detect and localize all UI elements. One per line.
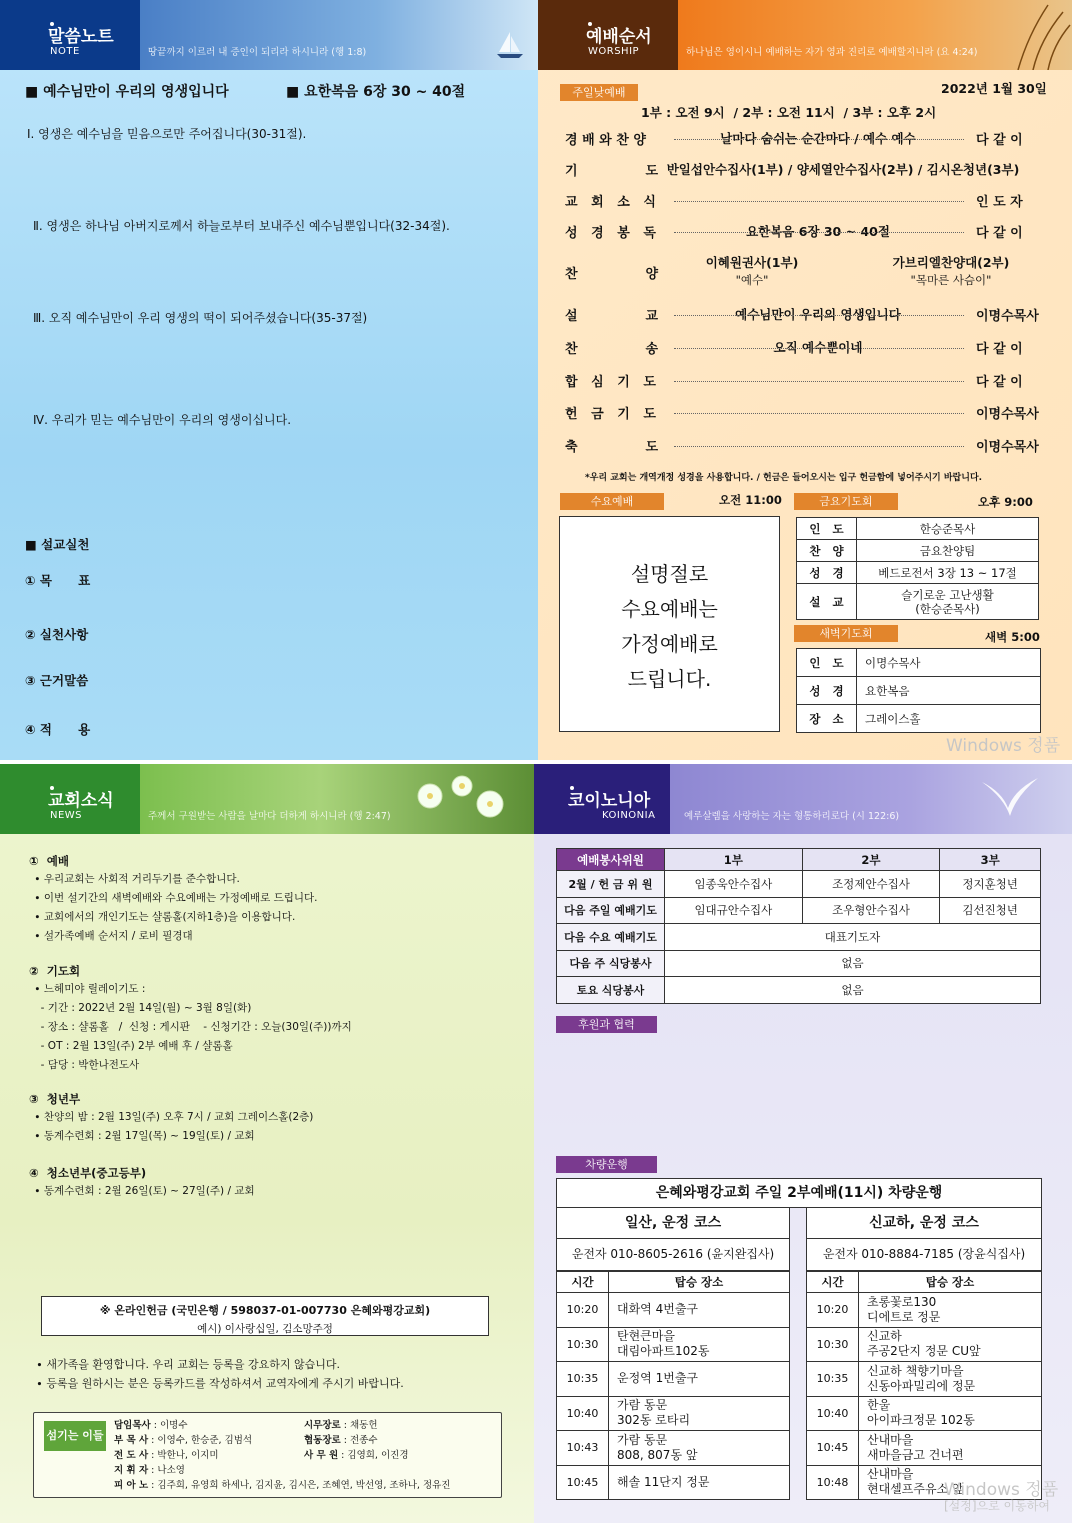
route-table	[806, 1271, 1042, 1500]
table-cell: 없음	[665, 950, 1041, 977]
table-cell: 조정제안수집사	[802, 871, 940, 898]
order-content: 날마다 숨쉬는 순간마다 / 예수 예수	[720, 131, 916, 146]
online-offering-box	[41, 1296, 489, 1336]
word-note-verse: 땅끝까지 이르러 내 증인이 되리라 하시니라 (행 1:8)	[148, 47, 367, 58]
row-value: 그레이스홀	[857, 705, 1041, 733]
route-time: 10:35	[557, 1362, 609, 1397]
order-leader-dots	[674, 201, 964, 202]
order-leader: 다 같 이	[976, 342, 1023, 357]
route-place: 초롱꽃로130 디에트로 정문	[859, 1293, 1042, 1328]
driver-info: 운전자 010-8884-7185 (장윤식집사)	[806, 1239, 1042, 1271]
row-label: 장 소	[797, 705, 857, 733]
staff-role: 전 도 사	[114, 1450, 149, 1461]
order-item: 교 회 소 식	[565, 195, 656, 210]
wednesday-time: 오전 11:00	[719, 493, 782, 507]
welcome-line: ∙ 새가족을 환영합니다. 우리 교회는 등록을 강요하지 않습니다.	[36, 1358, 341, 1371]
staff-sep: :	[148, 1465, 158, 1476]
word-note-title: 말씀노트	[48, 27, 114, 47]
order-content: 예수님만이 우리의 영생입니다	[735, 307, 901, 322]
table-row	[797, 677, 1041, 705]
news-line: - 기간 : 2022년 2월 14일(월) ~ 3월 8일(화)	[34, 1002, 252, 1014]
staff-sep: :	[340, 1435, 350, 1446]
staff-row	[114, 1432, 252, 1446]
table-header-row	[557, 1272, 790, 1293]
order-leader: 다 같 이	[976, 375, 1023, 390]
worship-panel	[538, 0, 1072, 760]
order-leader: 이명수목사	[976, 440, 1039, 455]
practice-item: ② 실천사항	[25, 627, 89, 642]
table-cell: 다음 수요 예배기도	[557, 924, 665, 951]
news-line: - 담당 : 박한나전도사	[34, 1059, 140, 1071]
order-item: 찬 양	[565, 267, 659, 282]
route-time: 10:20	[807, 1293, 859, 1328]
table-header-cell: 시간	[557, 1272, 609, 1293]
activation-watermark-sub: [설정]으로 이동하여	[944, 1499, 1050, 1513]
order-leader-dots	[674, 413, 964, 414]
news-section-title: ④ 청소년부(중고등부)	[29, 1166, 147, 1180]
table-row	[807, 1327, 1042, 1362]
route-time: 10:30	[557, 1327, 609, 1362]
table-row	[807, 1396, 1042, 1431]
choir-second-song: "목마른 사슴이"	[910, 273, 992, 287]
route-place: 가람 동문 808, 807동 앞	[609, 1431, 790, 1466]
staff-names: 이영수, 한승준, 김범석	[157, 1435, 253, 1446]
table-row	[557, 1465, 790, 1500]
row-value: 슬기로운 고난생활 (한승준목사)	[857, 584, 1039, 620]
vehicle-course-right	[806, 1207, 1042, 1500]
koinonia-title: 코이노니아	[568, 791, 651, 811]
activation-watermark: Windows 정품	[946, 736, 1061, 756]
row-value: 베드로전서 3장 13 ~ 17절	[857, 562, 1039, 584]
table-cell: 없음	[665, 977, 1041, 1004]
staff-names: 박한나, 이지미	[157, 1450, 219, 1461]
news-verse: 주께서 구원받는 사람을 날마다 더하게 하시니라 (행 2:47)	[148, 811, 391, 822]
welcome-line: ∙ 등록을 원하시는 분은 등록카드를 작성하셔서 교역자에게 주시기 바랍니다.	[36, 1377, 404, 1390]
sermon-title: ■ 예수님만이 우리의 영생입니다	[25, 84, 229, 100]
news-subtitle: NEWS	[50, 810, 83, 821]
choir-second: 가브리엘찬양대(2부)	[892, 255, 1010, 270]
route-place: 산내마을 현대셀프주유소 앞	[859, 1465, 1042, 1500]
table-row	[807, 1431, 1042, 1466]
worship-verse: 하나님은 영이시니 예배하는 자가 영과 진리로 예배할지니라 (요 4:24)	[686, 47, 978, 58]
choir-first: 이혜원권사(1부)	[705, 255, 799, 270]
order-content: 반일섭안수집사(1부) / 양세열안수집사(2부) / 김시온청년(3부)	[666, 162, 1020, 177]
friday-table	[796, 517, 1039, 620]
driver-info: 운전자 010-8605-2616 (윤지완집사)	[556, 1239, 790, 1271]
news-line: - OT : 2월 13일(주) 2부 예배 후 / 샬롬홀	[34, 1040, 233, 1052]
news-line: ∙ 이번 설기간의 새벽예배와 수요예배는 가정예배로 드립니다.	[34, 892, 318, 904]
row-value: 한승준목사	[857, 518, 1039, 540]
staff-role: 부 목 사	[114, 1435, 149, 1446]
wednesday-message: 설명절로	[630, 562, 709, 586]
news-section-title: ① 예배	[29, 854, 69, 868]
news-title: 교회소식	[48, 791, 114, 811]
order-leader-dots	[674, 381, 964, 382]
practice-item: ③ 근거말씀	[25, 673, 89, 688]
route-place: 한울 아이파크정문 102동	[859, 1396, 1042, 1431]
news-panel	[0, 764, 534, 1523]
staff-names: 김주희, 유영희 하세나, 김지윤, 김시은, 조혜연, 박선영, 조하나, 정유진	[157, 1480, 451, 1491]
route-time: 10:43	[557, 1431, 609, 1466]
news-section-title: ② 기도회	[29, 964, 81, 978]
route-time: 10:40	[557, 1396, 609, 1431]
order-item: 축 도	[565, 440, 659, 455]
staff-role: 담임목사	[114, 1420, 151, 1431]
practice-item: ④ 적 용	[25, 722, 91, 737]
table-cell: 정지훈청년	[940, 871, 1041, 898]
flower-icon	[400, 768, 520, 832]
table-cell: 토요 식당봉사	[557, 977, 665, 1004]
service-committee-table	[556, 848, 1041, 1004]
table-header-cell: 1부	[665, 849, 803, 871]
vehicle-title: 은혜와평강교회 주일 2부예배(11시) 차량운행	[556, 1178, 1042, 1208]
route-place: 산내마을 새마을금고 건너편	[859, 1431, 1042, 1466]
staff-sep: :	[338, 1450, 348, 1461]
order-item: 성 경 봉 독	[565, 226, 656, 241]
worship-title: 예배순서	[586, 27, 652, 47]
dawn-time: 새벽 5:00	[985, 630, 1040, 644]
sermon-scripture: ■ 요한복음 6장 30 ~ 40절	[286, 84, 466, 100]
route-place: 신교하 책향기마을 신동아파밀리에 정문	[859, 1362, 1042, 1397]
route-place: 운정역 1번출구	[609, 1362, 790, 1397]
row-value: 요한복음	[857, 677, 1041, 705]
table-row	[557, 1327, 790, 1362]
activation-watermark: Windows 정품	[944, 1480, 1059, 1500]
order-leader-dots	[674, 446, 964, 447]
word-note-header	[0, 0, 538, 70]
news-line: ∙ 동계수련회 : 2월 26일(토) ~ 27일(주) / 교회	[34, 1185, 255, 1197]
dawn-label: 새벽기도회	[794, 625, 898, 642]
news-line: ∙ 설가족예배 순서지 / 로비 필경대	[34, 930, 193, 942]
news-line: ∙ 동계수련회 : 2월 17일(목) ~ 19일(토) / 교회	[34, 1130, 255, 1142]
table-cell: 다음 주 식당봉사	[557, 950, 665, 977]
news-section-title: ③ 청년부	[29, 1092, 81, 1106]
course-name: 신교하, 운정 코스	[806, 1207, 1042, 1239]
table-cell: 조우형안수집사	[802, 897, 940, 924]
order-item: 합 심 기 도	[565, 375, 656, 390]
route-place: 신교하 주공2단지 정문 CU앞	[859, 1327, 1042, 1362]
wednesday-message: 수요예배는	[621, 597, 718, 621]
news-line: - 장소 : 샬롬홀 / 신청 : 게시판 - 신청기간 : 오늘(30일(주))까지	[34, 1021, 352, 1033]
table-row	[797, 705, 1041, 733]
route-place: 대화역 4번출구	[609, 1293, 790, 1328]
table-row	[557, 1293, 790, 1328]
route-place: 가람 동문 302동 로타리	[609, 1396, 790, 1431]
staff-row	[304, 1447, 409, 1461]
word-note-panel	[0, 0, 538, 760]
koinonia-header	[534, 764, 1072, 834]
friday-time: 오후 9:00	[978, 495, 1033, 509]
wednesday-label: 수요예배	[560, 493, 664, 510]
table-cell: 김선진청년	[940, 897, 1041, 924]
sailboat-icon	[495, 30, 525, 60]
staff-row	[114, 1477, 450, 1491]
row-label: 성 경	[797, 562, 857, 584]
row-label: 인 도	[797, 649, 857, 677]
route-time: 10:30	[807, 1327, 859, 1362]
order-leader-dots	[674, 139, 964, 140]
order-item: 헌 금 기 도	[565, 407, 656, 422]
staff-names: 김영희, 이진경	[347, 1450, 409, 1461]
staff-sep: :	[148, 1480, 158, 1491]
worship-header	[538, 0, 1072, 70]
staff-box	[33, 1412, 502, 1498]
order-leader-dots	[674, 232, 964, 233]
staff-sep: :	[340, 1420, 350, 1431]
sunday-worship-label: 주일낮예배	[560, 84, 638, 101]
table-cell: 임종욱안수집사	[665, 871, 803, 898]
staff-row	[304, 1432, 378, 1446]
koinonia-verse: 예루살렘을 사랑하는 자는 형통하리로다 (시 122:6)	[684, 811, 900, 822]
route-time: 10:20	[557, 1293, 609, 1328]
staff-row	[114, 1462, 185, 1476]
vehicle-label: 차량운행	[556, 1156, 657, 1173]
online-offering-line: ※ 온라인헌금 (국민은행 / 598037-01-007730 은혜와평강교회)	[99, 1304, 431, 1317]
table-header-cell: 시간	[807, 1272, 859, 1293]
row-label: 설 교	[797, 584, 857, 620]
route-time: 10:48	[807, 1465, 859, 1500]
order-item: 설 교	[565, 309, 659, 324]
sermon-point: Ⅲ. 오직 예수님만이 우리 영생의 떡이 되어주셨습니다(35-37절)	[33, 311, 368, 325]
worship-date: 2022년 1월 30일	[941, 81, 1047, 96]
worship-times: 1부 : 오전 9시 / 2부 : 오전 11시 / 3부 : 오후 2시	[641, 105, 937, 120]
table-row	[557, 924, 1041, 951]
online-offering-example: 예시) 이사랑십일, 김소망주정	[197, 1323, 333, 1335]
table-row	[557, 1396, 790, 1431]
table-header-cell: 탑승 장소	[609, 1272, 790, 1293]
wednesday-message: 드립니다.	[627, 667, 712, 691]
sermon-point: Ⅱ. 영생은 하나님 아버지로께서 하늘로부터 보내주신 예수님뿐입니다(32-34절).	[33, 219, 450, 233]
table-row	[557, 871, 1041, 898]
order-item: 기 도	[565, 164, 659, 179]
table-header-cell: 3부	[940, 849, 1041, 871]
worship-notice: *우리 교회는 개역개정 성경을 사용합니다. / 헌금은 들어오시는 입구 헌금함에 넣어주시기 바랍니다.	[585, 473, 983, 483]
table-row	[557, 977, 1041, 1004]
news-line: ∙ 느헤미야 릴레이기도 :	[34, 983, 146, 995]
table-header-row	[807, 1272, 1042, 1293]
order-item: 경 배 와 찬 양	[565, 133, 646, 148]
order-leader: 이명수목사	[976, 309, 1039, 324]
order-item: 찬 송	[565, 342, 659, 357]
table-cell: 대표기도자	[665, 924, 1041, 951]
worship-subtitle: WORSHIP	[588, 46, 640, 57]
staff-sep: :	[148, 1435, 158, 1446]
table-row	[807, 1293, 1042, 1328]
route-place: 탄현큰마을 대림아파트102동	[609, 1327, 790, 1362]
table-header-cell: 예배봉사위원	[557, 849, 665, 871]
staff-sep: :	[150, 1420, 160, 1431]
staff-role: 시무장로	[304, 1420, 341, 1431]
order-leader-dots	[674, 315, 964, 316]
staff-row	[304, 1417, 378, 1431]
sermon-point: Ⅳ. 우리가 믿는 예수님만이 우리의 영생이십니다.	[33, 413, 292, 427]
order-content: 요한복음 6장 30 ~ 40절	[746, 224, 890, 239]
route-time: 10:40	[807, 1396, 859, 1431]
route-time: 10:45	[557, 1465, 609, 1500]
staff-sep: :	[148, 1450, 158, 1461]
row-label: 인 도	[797, 518, 857, 540]
order-leader: 인 도 자	[976, 195, 1023, 210]
order-leader: 이명수목사	[976, 407, 1039, 422]
table-row	[557, 1431, 790, 1466]
table-header-row	[557, 849, 1041, 871]
row-value: 금요찬양팀	[857, 540, 1039, 562]
table-row	[797, 540, 1039, 562]
choir-first-song: "예수"	[735, 273, 769, 287]
support-label: 후원과 협력	[556, 1016, 657, 1033]
news-header	[0, 764, 534, 834]
row-value: 이명수목사	[857, 649, 1041, 677]
wednesday-message-box	[559, 516, 780, 732]
table-cell: 2월 / 헌 금 위 원	[557, 871, 665, 898]
staff-row	[114, 1417, 188, 1431]
route-time: 10:35	[807, 1362, 859, 1397]
staff-row	[114, 1447, 219, 1461]
koinonia-panel	[534, 764, 1072, 1523]
order-leader-dots	[674, 348, 964, 349]
staff-role: 지 휘 자	[114, 1465, 149, 1476]
table-row	[797, 584, 1039, 620]
order-leader: 다 같 이	[976, 133, 1023, 148]
news-line: ∙ 찬양의 밤 : 2월 13일(주) 오후 7시 / 교회 그레이스홀(2층)	[34, 1111, 314, 1123]
table-header-cell: 탑승 장소	[859, 1272, 1042, 1293]
route-time: 10:45	[807, 1431, 859, 1466]
news-line: ∙ 우리교회는 사회적 거리두기를 준수합니다.	[34, 873, 240, 885]
table-row	[557, 1362, 790, 1397]
table-row	[797, 649, 1041, 677]
practice-title: ■ 설교실천	[25, 537, 90, 552]
order-content: 오직 예수뿐이네	[773, 340, 863, 355]
table-row	[797, 562, 1039, 584]
table-header-cell: 2부	[802, 849, 940, 871]
course-name: 일산, 운정 코스	[556, 1207, 790, 1239]
staff-role: 피 아 노	[114, 1480, 149, 1491]
table-row	[797, 518, 1039, 540]
staff-role: 협동장로	[304, 1435, 341, 1446]
table-row	[557, 950, 1041, 977]
staff-names: 채동헌	[349, 1420, 378, 1431]
staff-names: 나소영	[157, 1465, 185, 1476]
wednesday-message: 가정예배로	[621, 632, 718, 656]
practice-item: ① 목 표	[25, 573, 91, 588]
staff-label: 섬기는 이들	[44, 1421, 106, 1451]
route-table	[556, 1271, 790, 1500]
vehicle-course-left	[556, 1207, 790, 1500]
order-leader: 다 같 이	[976, 226, 1023, 241]
dawn-table	[796, 648, 1041, 733]
staff-role: 사 무 원	[304, 1450, 339, 1461]
staff-names: 이명수	[159, 1420, 188, 1431]
koinonia-subtitle: KOINONIA	[602, 810, 656, 821]
seagull-icon	[980, 774, 1040, 824]
row-label: 성 경	[797, 677, 857, 705]
table-row	[807, 1362, 1042, 1397]
row-label: 찬 양	[797, 540, 857, 562]
route-place: 해솔 11단지 정문	[609, 1465, 790, 1500]
table-cell: 임대규안수집사	[665, 897, 803, 924]
sermon-point: Ⅰ. 영생은 예수님을 믿음으로만 주어집니다(30-31절).	[27, 127, 307, 141]
news-line: ∙ 교회에서의 개인기도는 샬롬홀(지하1층)을 이용합니다.	[34, 911, 296, 923]
table-row	[557, 897, 1041, 924]
staff-names: 전종수	[349, 1435, 378, 1446]
word-note-subtitle: NOTE	[50, 46, 80, 57]
friday-label: 금요기도회	[794, 493, 898, 510]
wheat-icon	[1008, 0, 1072, 70]
table-cell: 다음 주일 예배기도	[557, 897, 665, 924]
